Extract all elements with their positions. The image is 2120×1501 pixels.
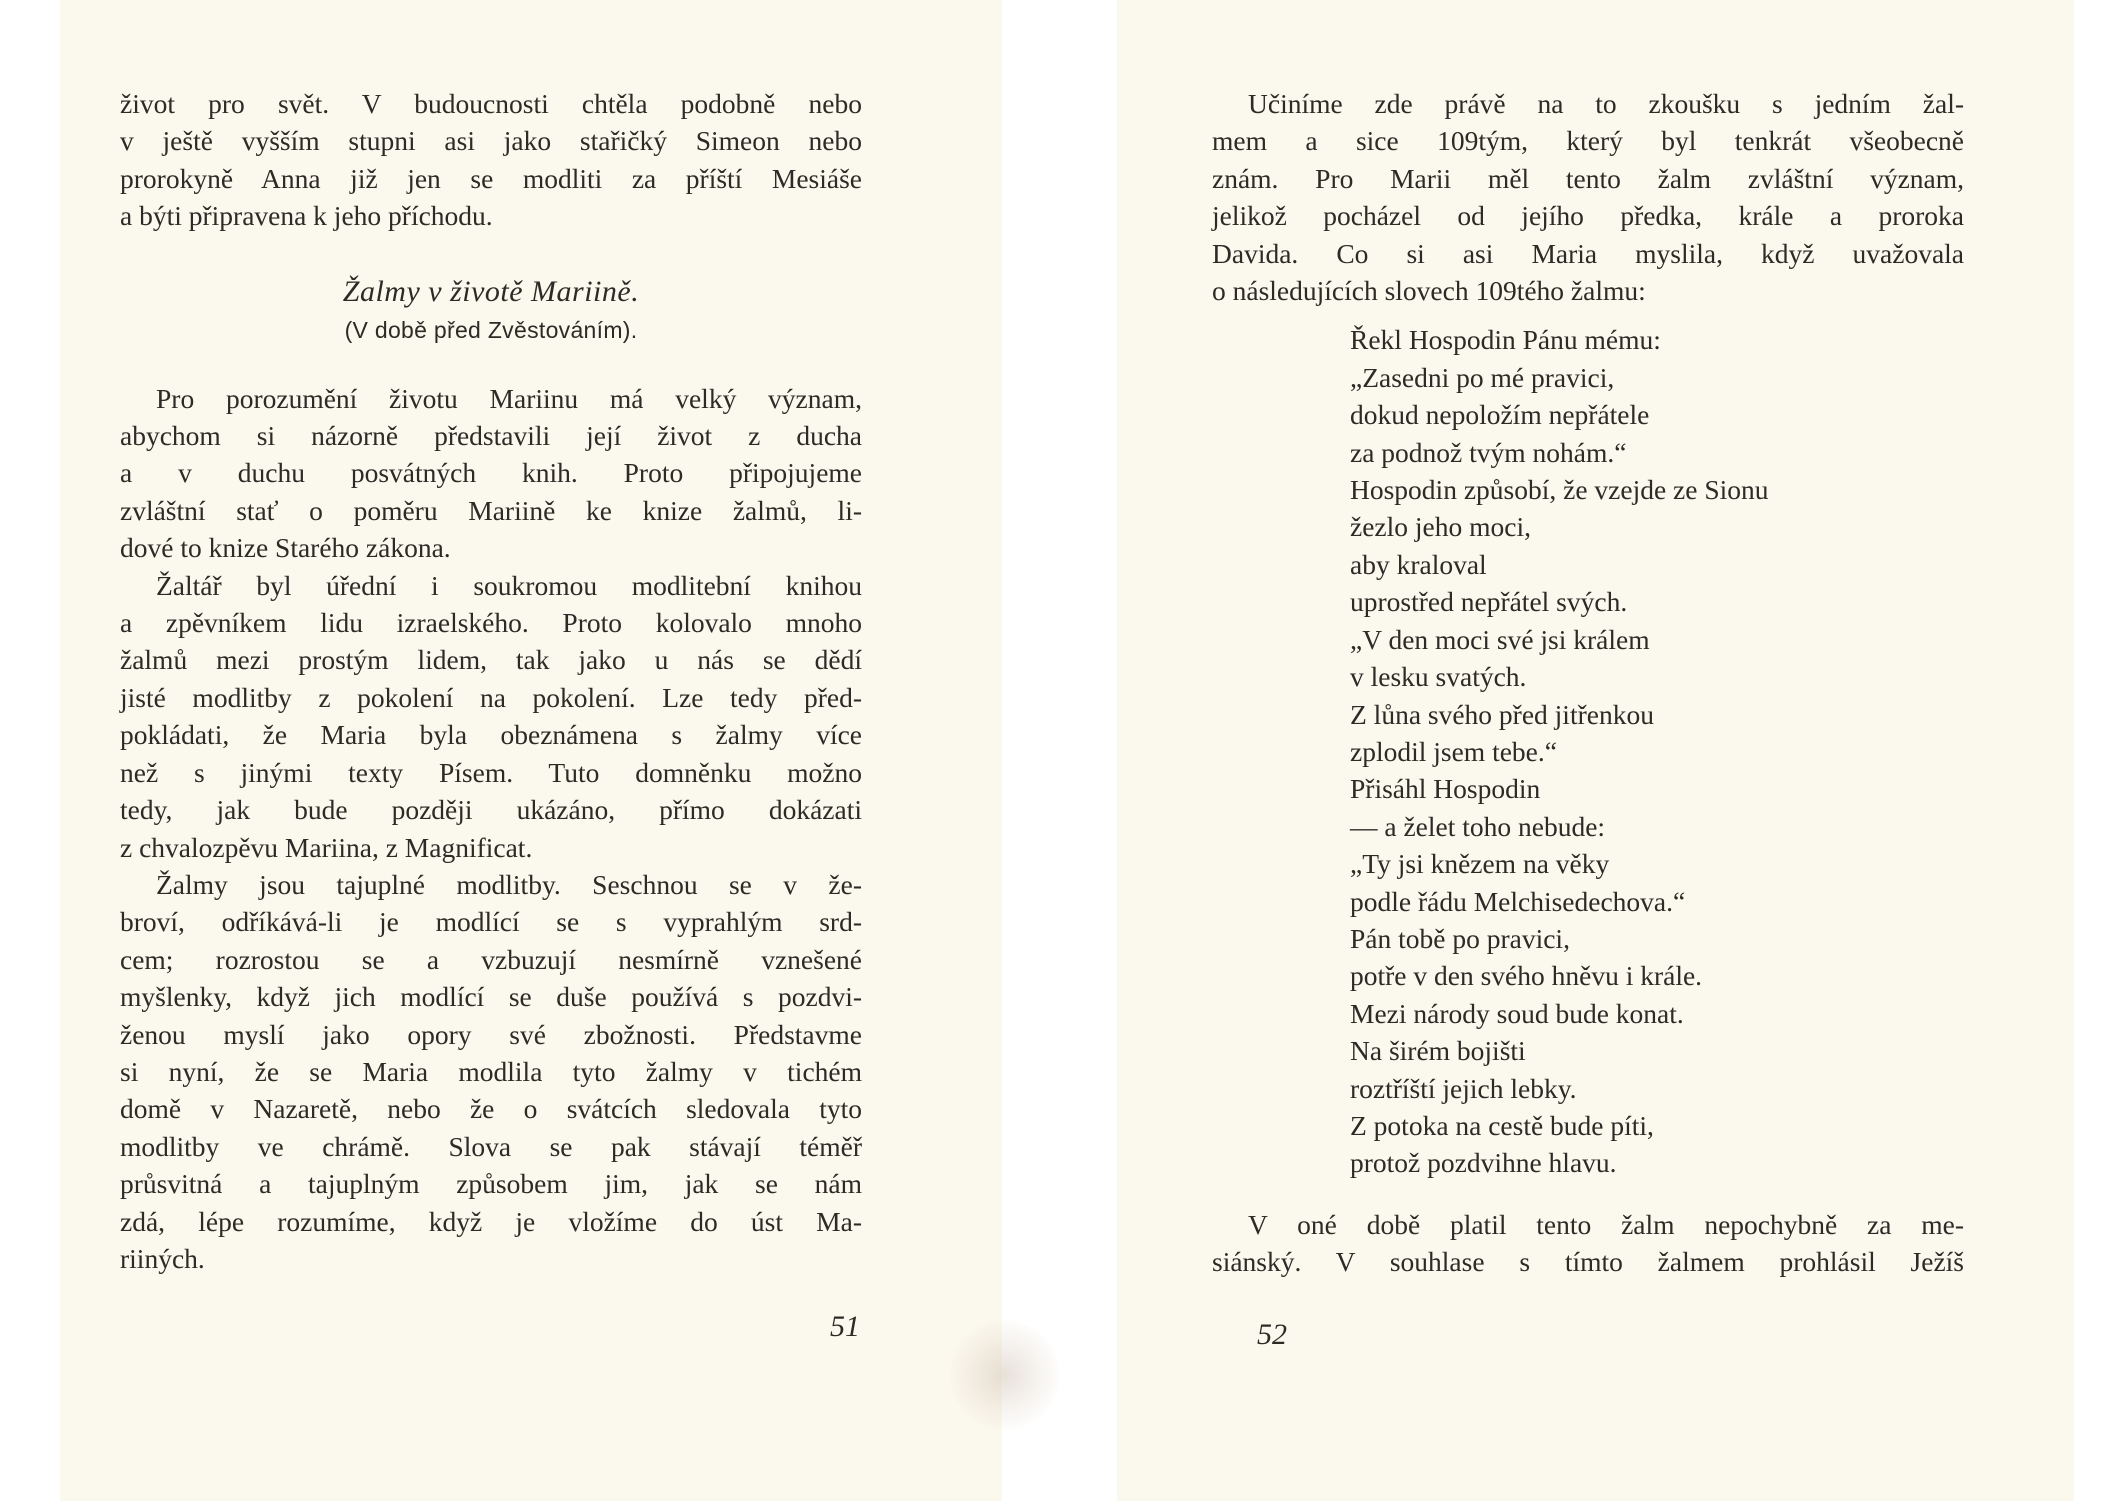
text-line: cem; rozrostou se a vzbuzují nesmírně vznešené: [120, 943, 862, 975]
paper-stain: [950, 1320, 1060, 1430]
verse-line: Z potoka na cestě bude píti,: [1350, 1109, 1654, 1141]
verse-line: podle řádu Melchisedechova.“: [1350, 885, 1686, 917]
text-line: žalmů mezi prostým lidem, tak jako u nás se dědí: [120, 644, 862, 676]
verse-line: Hospodin způsobí, že vzejde ze Sionu: [1350, 474, 1769, 506]
verse-line: v lesku svatých.: [1350, 661, 1527, 693]
verse-line: Řekl Hospodin Pánu mému:: [1350, 324, 1661, 356]
text-line: dové to knize Starého zákona.: [120, 532, 451, 564]
verse-line: — a želet toho nebude:: [1350, 810, 1606, 842]
section-subheading: (V době před Zvěstováním).: [344, 316, 638, 343]
verse-line: Mezi národy soud bude konat.: [1350, 997, 1684, 1029]
text-line: broví, odříkává-li je modlící se s vyprahlým srd-: [120, 906, 862, 938]
text-line: a býti připravena k jeho příchodu.: [120, 200, 493, 232]
text-line: ženou myslí jako opory své zbožnosti. Představme: [120, 1018, 862, 1050]
text-line: modlitby ve chrámě. Slova se pak stávají téměř: [120, 1130, 862, 1162]
text-line: zdá, lépe rozumíme, když je vložíme do úst Ma-: [120, 1205, 862, 1237]
verse-line: Přisáhl Hospodin: [1350, 773, 1541, 805]
text-line: jelikož pocházel od jejího předka, krále a proroka: [1212, 200, 1964, 232]
paragraph-3: [120, 567, 862, 866]
verse-line: „V den moci své jsi králem: [1350, 623, 1650, 655]
text-line: riiných.: [120, 1242, 205, 1274]
verse-line: protož pozdvihne hlavu.: [1350, 1147, 1617, 1179]
right-page: [1117, 0, 2074, 1501]
text-line: Pro porozumění životu Mariinu má velký význam,: [156, 382, 862, 414]
text-line: Davida. Co si asi Maria myslila, když uvažovala: [1212, 237, 1964, 269]
text-line: myšlenky, když jich modlící se duše používá s pozdvi-: [120, 981, 862, 1013]
text-line: Žaltář byl úřední i soukromou modlitební knihou: [156, 569, 862, 601]
verse-line: Na širém bojišti: [1350, 1035, 1526, 1067]
text-line: a zpěvníkem lidu izraelského. Proto kolovalo mnoho: [120, 607, 862, 639]
text-line: mem a sice 109tým, který byl tenkrát všeobecně: [1212, 125, 1964, 157]
page-number: 52: [1257, 1318, 1287, 1351]
psalm-verse: [1212, 321, 1964, 1181]
verse-line: „Ty jsi knězem na věky: [1350, 848, 1610, 880]
text-line: o následujících slovech 109tého žalmu:: [1212, 275, 1646, 307]
verse-line: žezlo jeho moci,: [1350, 511, 1531, 543]
paragraph-2: [120, 380, 862, 567]
verse-line: potře v den svého hněvu i krále.: [1350, 960, 1703, 992]
text-line: průsvitná a tajuplným způsobem jim, jak se nám: [120, 1168, 862, 1200]
text-line: domě v Nazaretě, nebo že o svátcích sledovala tyto: [120, 1093, 862, 1125]
text-line: prorokyně Anna již jen se modliti za příští Mesiáše: [120, 162, 862, 194]
verse-line: „Zasedni po mé pravici,: [1350, 361, 1615, 393]
paragraph-4: [120, 866, 862, 1277]
text-line: znám. Pro Marii měl tento žalm zvláštní význam,: [1212, 162, 1964, 194]
verse-line: zplodil jsem tebe.“: [1350, 735, 1557, 767]
verse-line: Z lůna svého před jitřenkou: [1350, 698, 1654, 730]
section-heading: Žalmy v životě Mariině.: [342, 274, 640, 308]
text-line: v ještě vyšším stupni asi jako stařičký Simeon nebo: [120, 125, 862, 157]
text-line: zvláštní stať o poměru Mariině ke knize žalmů, li-: [120, 494, 862, 526]
right-page-text: [1212, 85, 1964, 1281]
text-line: siánský. V souhlase s tímto žalmem prohlásil Ježíš: [1212, 1246, 1964, 1278]
verse-line: aby kraloval: [1350, 548, 1487, 580]
page-number: 51: [830, 1310, 860, 1343]
paragraph-1: [1212, 85, 1964, 309]
text-line: pokládati, že Maria byla obeznámena s žalmy více: [120, 719, 862, 751]
verse-line: dokud nepoložím nepřátele: [1350, 399, 1650, 431]
text-line: Žalmy jsou tajuplné modlitby. Seschnou se v že-: [156, 868, 862, 900]
text-line: než s jinými texty Písem. Tuto domněnku možno: [120, 756, 862, 788]
text-line: V oné době platil tento žalm nepochybně za me-: [1248, 1208, 1964, 1240]
text-line: a v duchu posvátných knih. Proto připojujeme: [120, 457, 862, 489]
left-page-text: [120, 85, 862, 1277]
text-line: tedy, jak bude později ukázáno, přímo dokázati: [120, 794, 862, 826]
paragraph-2: [1212, 1206, 1964, 1281]
verse-line: roztříští jejich lebky.: [1350, 1072, 1577, 1104]
text-line: Učiníme zde právě na to zkoušku s jedním žal-: [1248, 88, 1964, 119]
text-line: z chvalozpěvu Mariina, z Magnificat.: [120, 831, 533, 863]
paragraph-1: [120, 85, 862, 235]
verse-line: uprostřed nepřátel svých.: [1350, 586, 1628, 618]
text-line: si nyní, že se Maria modlila tyto žalmy v tichém: [120, 1055, 862, 1087]
text-line: život pro svět. V budoucnosti chtěla podobně nebo: [120, 88, 862, 119]
verse-line: Pán tobě po pravici,: [1350, 922, 1570, 954]
left-page: [60, 0, 1002, 1501]
text-line: abychom si názorně představili její život z ducha: [120, 420, 862, 452]
verse-line: za podnož tvým nohám.“: [1350, 436, 1627, 468]
text-line: jisté modlitby z pokolení na pokolení. Lze tedy před-: [120, 681, 862, 713]
